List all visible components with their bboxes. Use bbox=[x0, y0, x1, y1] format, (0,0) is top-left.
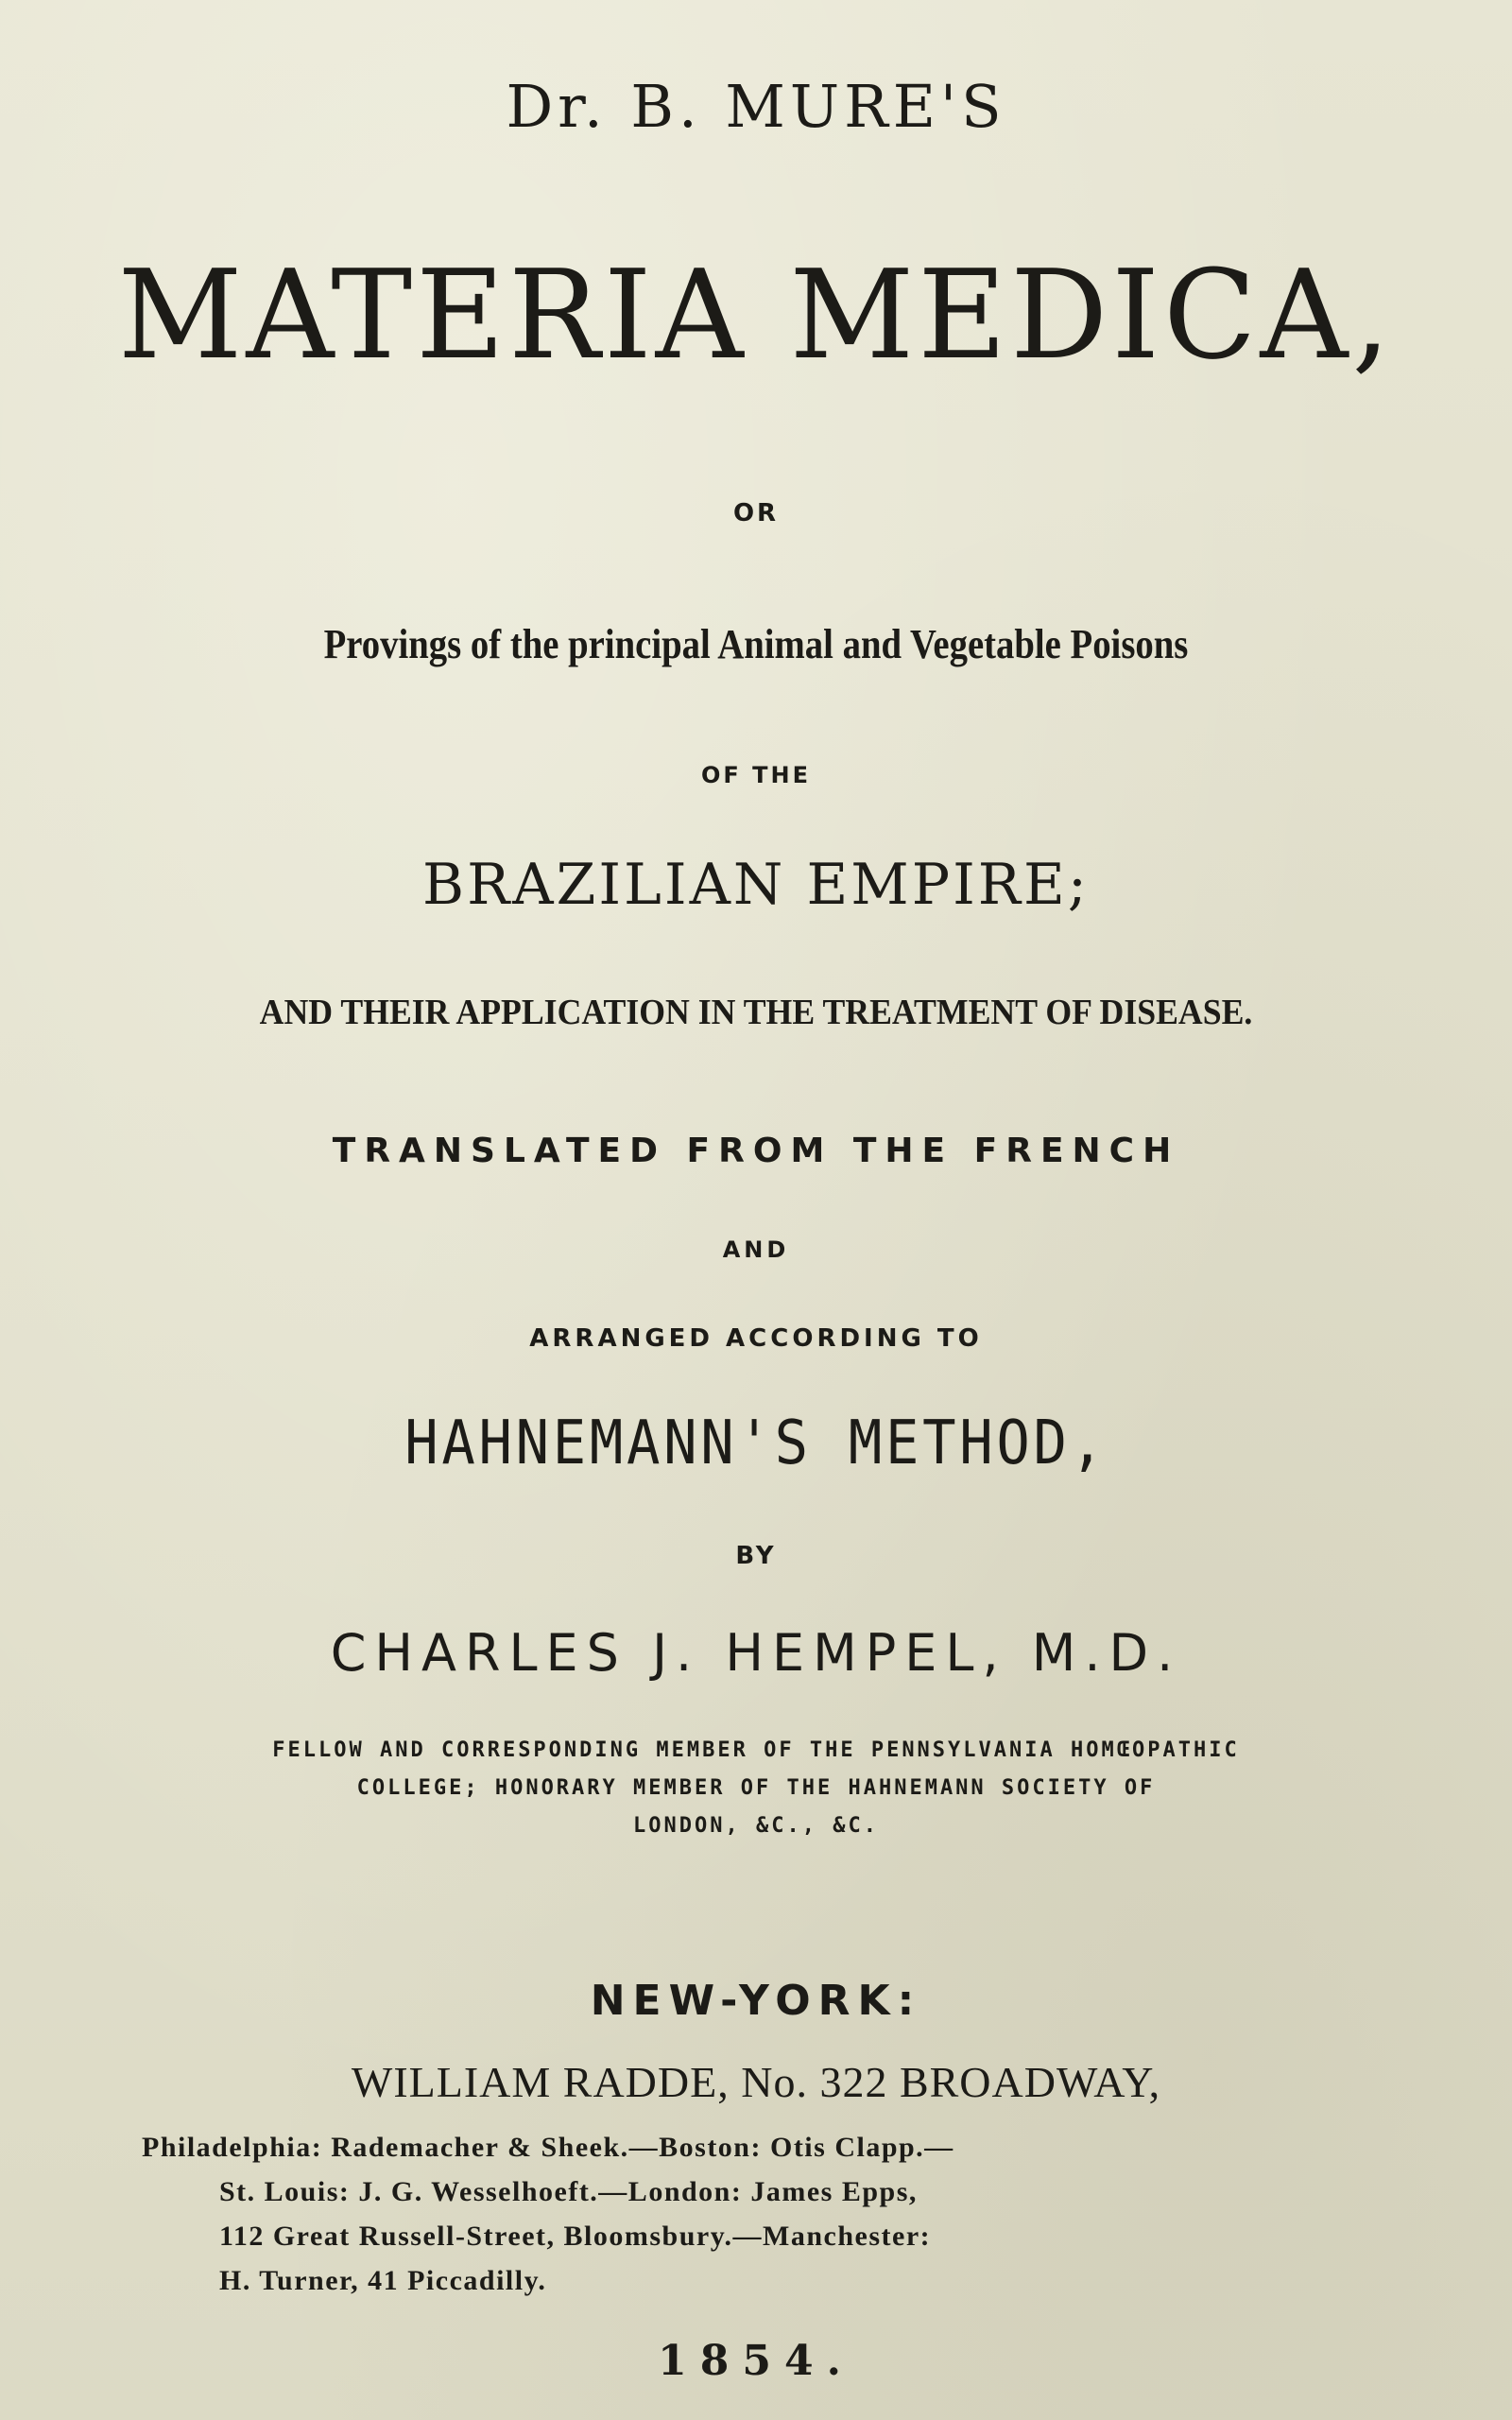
credentials-line: FELLOW AND CORRESPONDING MEMBER OF THE PENNSYLVANIA HOMŒOPATHIC bbox=[272, 1738, 1240, 1762]
empire-heading: BRAZILIAN EMPIRE; bbox=[422, 852, 1090, 918]
of-the-connector: OF THE bbox=[700, 762, 811, 788]
author-line: Dr. B. MURE'S bbox=[506, 72, 1006, 141]
credentials-line: COLLEGE; HONORARY MEMBER OF THE HAHNEMANN SOCIETY OF bbox=[356, 1776, 1156, 1800]
subtitle: Provings of the principal Animal and Vegetable Poisons bbox=[323, 621, 1189, 667]
translator-name: CHARLES J. HEMPEL, M.D. bbox=[330, 1623, 1182, 1683]
publication-year: 1854. bbox=[658, 2337, 854, 2385]
book-title: MATERIA MEDICA, bbox=[117, 243, 1395, 387]
publisher-line: WILLIAM RADDE, No. 322 BROADWAY, bbox=[351, 2058, 1161, 2106]
by-connector: BY bbox=[735, 1542, 777, 1570]
and-connector: AND bbox=[722, 1236, 790, 1263]
method-heading: HAHNEMANN'S METHOD, bbox=[404, 1409, 1108, 1478]
agents-list bbox=[142, 2125, 1389, 2303]
translator-credentials bbox=[94, 1732, 1418, 1845]
application-line: AND THEIR APPLICATION IN THE TREATMENT OF DISEASE. bbox=[259, 993, 1253, 1032]
or-connector: OR bbox=[732, 499, 780, 527]
imprint-city: NEW-YORK: bbox=[590, 1977, 922, 2025]
agents-line: Philadelphia: Rademacher & Sheek.—Boston: Otis Clapp.— bbox=[142, 2132, 954, 2163]
agents-line: H. Turner, 41 Piccadilly. bbox=[219, 2265, 547, 2296]
agents-line: 112 Great Russell-Street, Bloomsbury.—Manchester: bbox=[219, 2221, 932, 2252]
arranged-line: ARRANGED ACCORDING TO bbox=[529, 1324, 983, 1353]
credentials-line: LONDON, &C., &C. bbox=[633, 1814, 879, 1838]
agents-line: St. Louis: J. G. Wesselhoeft.—London: James Epps, bbox=[219, 2176, 918, 2207]
translated-line: TRANSLATED FROM THE FRENCH bbox=[332, 1132, 1180, 1170]
